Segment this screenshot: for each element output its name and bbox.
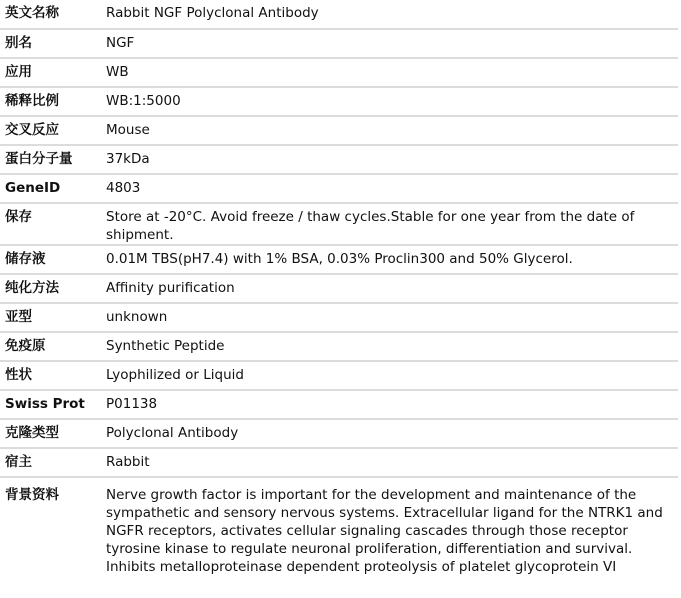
spec-value: Lyophilized or Liquid: [106, 361, 678, 390]
spec-value: NGF: [106, 29, 678, 58]
spec-value: P01138: [106, 390, 678, 419]
spec-label: 纯化方法: [0, 274, 106, 303]
spec-value: Nerve growth factor is important for the development and maintenance of the sympathetic and sensory nervous systems. Extracellular ligand for the NTRK1 and NGFR receptors, activates cellular signaling cascades through those receptor tyrosine kinase to regulate neuronal proliferation, differentiation and survival. Inhibits metalloproteinase dependent proteolysis of platelet glycoprotein VI: [106, 487, 663, 575]
spec-row-dilution: [0, 87, 678, 116]
spec-row-form: [0, 361, 678, 390]
spec-label: 稀释比例: [0, 87, 106, 116]
spec-row-immunogen: [0, 332, 678, 361]
spec-label: 英文名称: [0, 0, 106, 29]
spec-row-english-name: [0, 0, 678, 29]
spec-label: 宿主: [0, 448, 106, 477]
spec-row-alias: [0, 29, 678, 58]
spec-value: Affinity purification: [106, 274, 678, 303]
spec-row-storage: [0, 203, 678, 245]
spec-label: 性状: [0, 361, 106, 390]
spec-value: Store at -20°C. Avoid freeze / thaw cycles.Stable for one year from the date of shipment.: [106, 203, 678, 245]
spec-label: Swiss Prot: [0, 390, 106, 419]
spec-label: 克隆类型: [0, 419, 106, 448]
spec-row-isotype: [0, 303, 678, 332]
spec-row-purification: [0, 274, 678, 303]
spec-value: Polyclonal Antibody: [106, 419, 678, 448]
spec-value: 0.01M TBS(pH7.4) with 1% BSA, 0.03% Proclin300 and 50% Glycerol.: [106, 245, 678, 274]
spec-label: 免疫原: [0, 332, 106, 361]
spec-row-cross-reactivity: [0, 116, 678, 145]
spec-row-swiss-prot: [0, 390, 678, 419]
spec-value: unknown: [106, 303, 678, 332]
spec-label: 保存: [0, 203, 106, 245]
spec-value: Mouse: [106, 116, 678, 145]
spec-value: 37kDa: [106, 145, 678, 174]
spec-row-application: [0, 58, 678, 87]
spec-value: 4803: [106, 174, 678, 203]
spec-label: 背景资料: [5, 487, 59, 503]
spec-row-clonality: [0, 419, 678, 448]
spec-label: 蛋白分子量: [0, 145, 106, 174]
spec-row-background: [0, 477, 678, 584]
spec-value: Synthetic Peptide: [106, 332, 678, 361]
spec-row-host: [0, 448, 678, 477]
spec-value: Rabbit: [106, 448, 678, 477]
spec-label: 交叉反应: [0, 116, 106, 145]
spec-value: WB: [106, 58, 678, 87]
spec-label: 储存液: [0, 245, 106, 274]
spec-label: 应用: [0, 58, 106, 87]
spec-label: 别名: [0, 29, 106, 58]
spec-label: GeneID: [0, 174, 106, 203]
spec-row-buffer: [0, 245, 678, 274]
spec-value: WB:1:5000: [106, 87, 678, 116]
spec-row-gene-id: [0, 174, 678, 203]
spec-row-molecular-weight: [0, 145, 678, 174]
spec-value: Rabbit NGF Polyclonal Antibody: [106, 0, 678, 29]
spec-label: 亚型: [0, 303, 106, 332]
